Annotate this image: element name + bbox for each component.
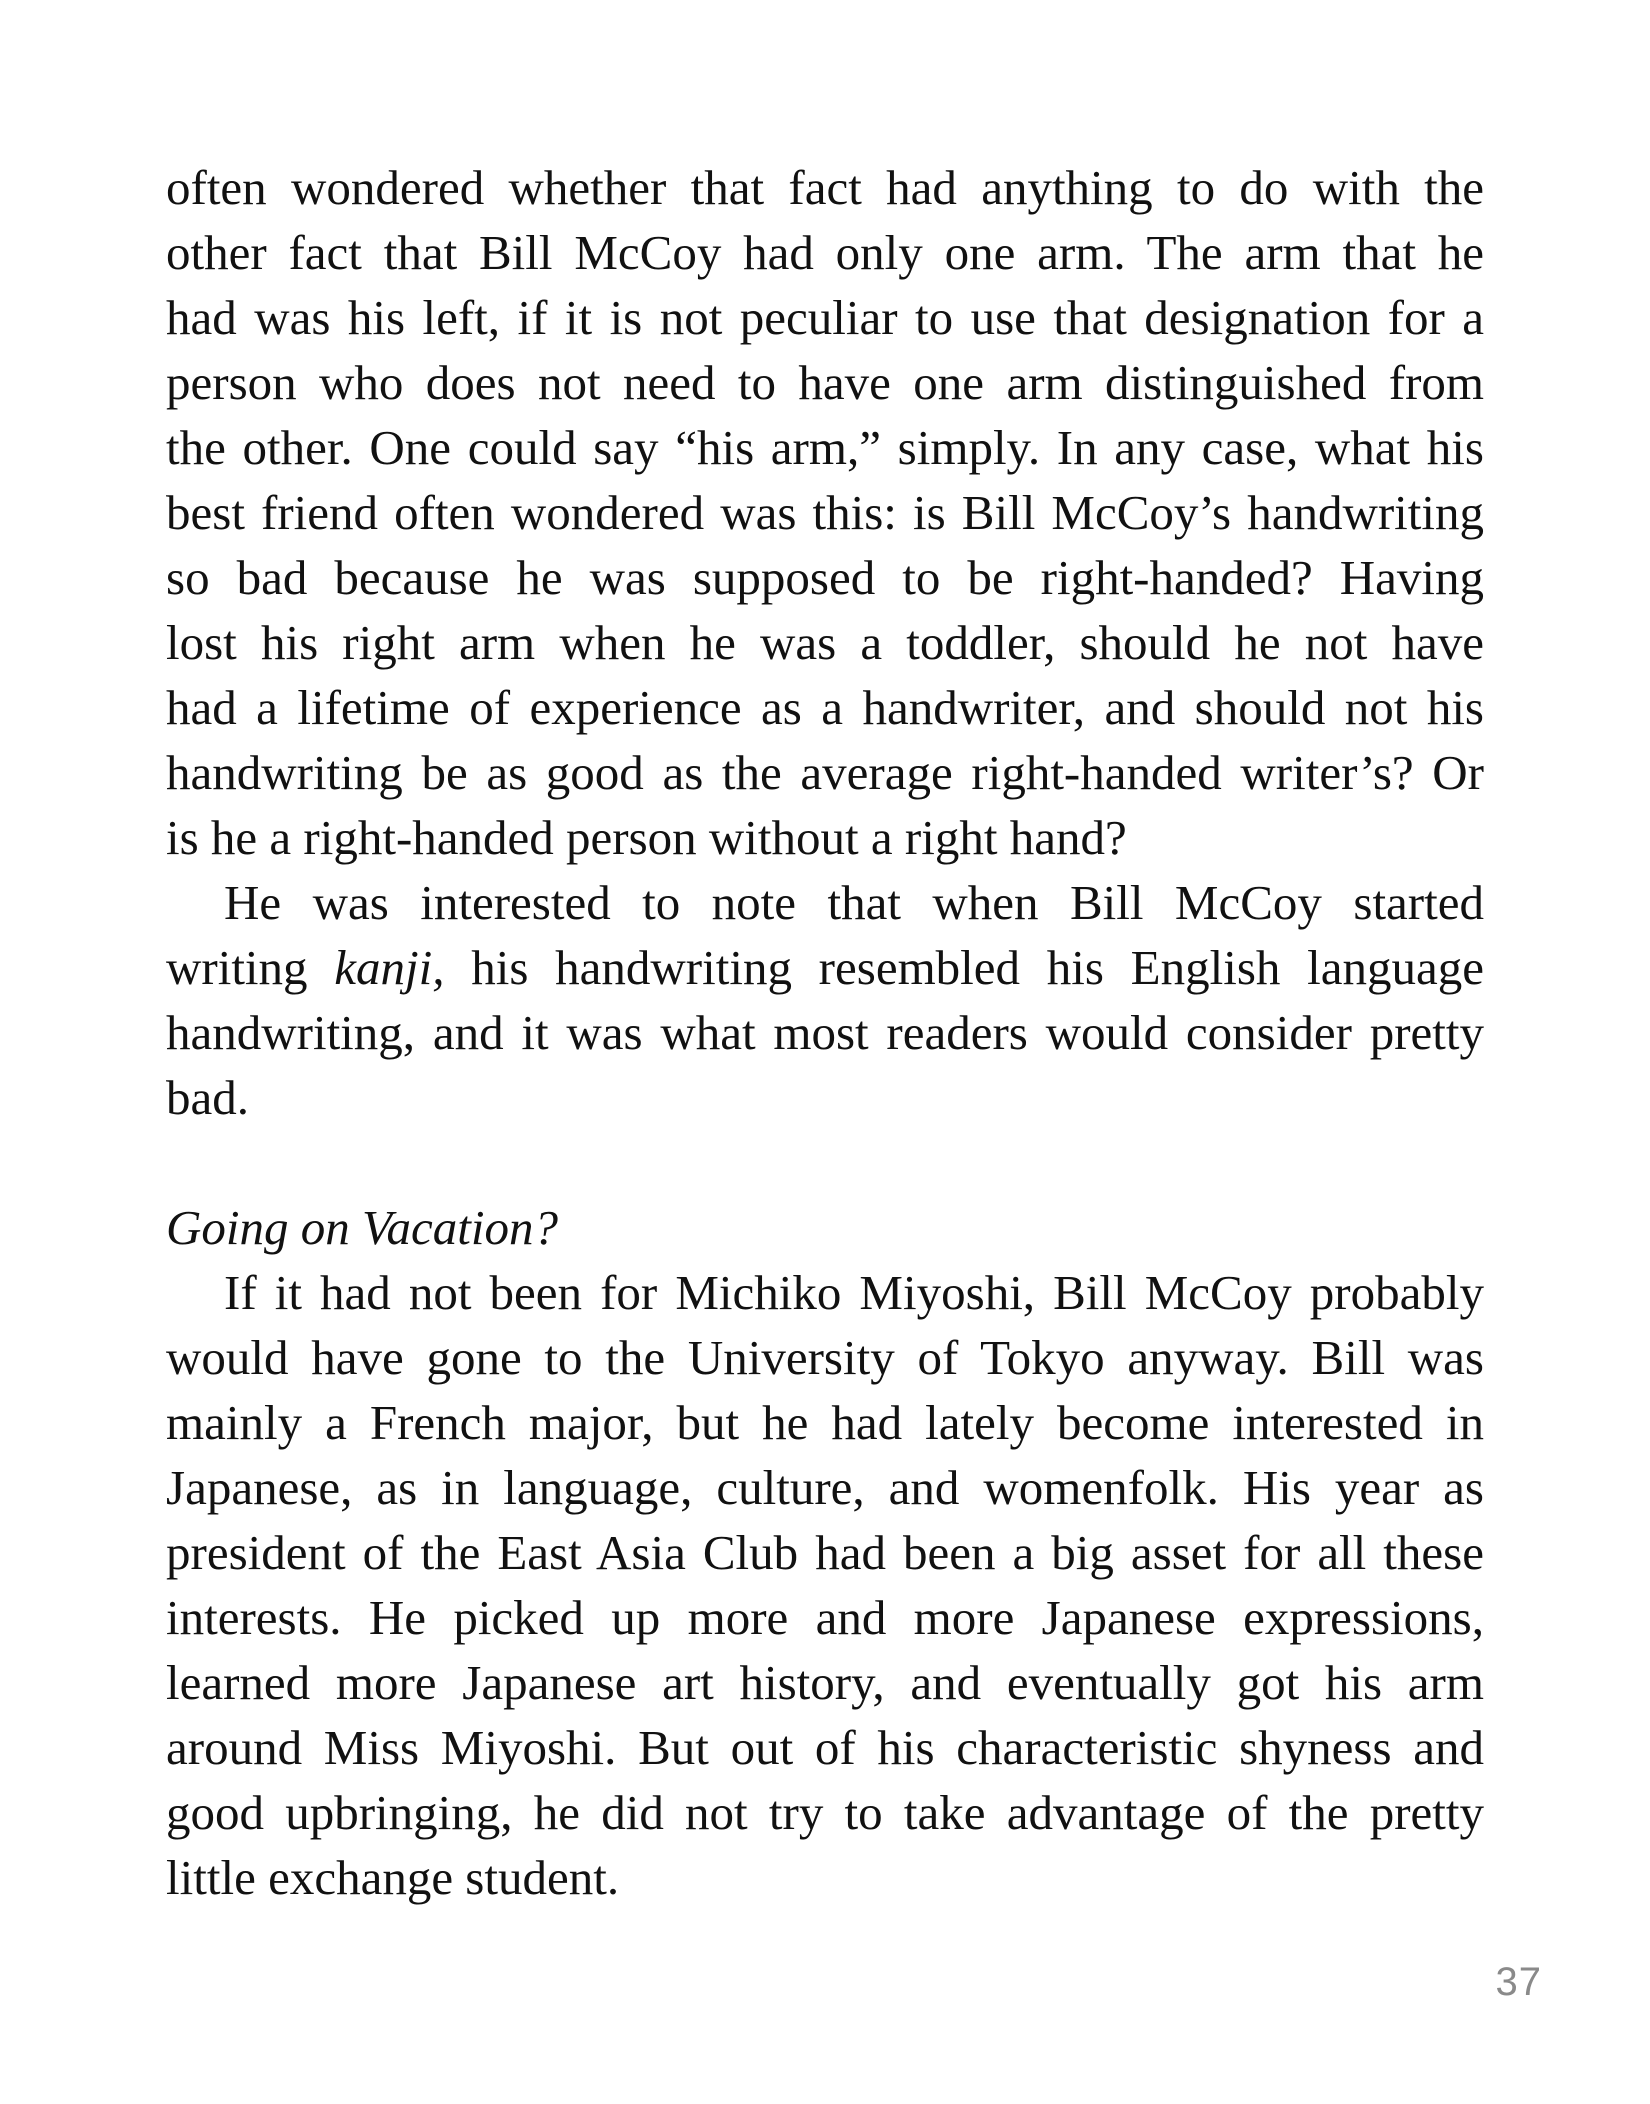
text-line [166,935,1484,1000]
text-block [166,155,1484,1910]
text-line: best friend often wondered was this: is Bill McCoy’s handwriting [166,485,1484,540]
text-line: handwriting, and it was what most readers would consider pretty [166,1005,1484,1060]
text-line: had was his left, if it is not peculiar to use that designation for a [166,290,1484,345]
text-run: writing [166,940,335,995]
blank-line [166,1130,1484,1195]
text-line: around Miss Miyoshi. But out of his characteristic shyness and [166,1720,1484,1775]
section-heading: Going on Vacation? [166,1200,558,1255]
text-line: Japanese, as in language, culture, and womenfolk. His year as [166,1460,1484,1515]
text-line: learned more Japanese art history, and eventually got his arm [166,1655,1484,1710]
text-line: lost his right arm when he was a toddler, should he not have [166,615,1484,670]
text-line: often wondered whether that fact had anything to do with the [166,160,1484,215]
text-run: his handwriting resembled his English language [444,940,1485,995]
text-line: other fact that Bill McCoy had only one arm. The arm that he [166,225,1484,280]
text-line: If it had not been for Michiko Miyoshi, Bill McCoy probably [224,1265,1484,1320]
text-line: would have gone to the University of Tokyo anyway. Bill was [166,1330,1484,1385]
italic-word: kanji, [334,940,445,995]
text-line: had a lifetime of experience as a handwriter, and should not his [166,680,1484,735]
text-line: is he a right-handed person without a right hand? [166,810,1127,865]
text-line: mainly a French major, but he had lately become interested in [166,1395,1484,1450]
text-line: the other. One could say “his arm,” simply. In any case, what his [166,420,1484,475]
text-line: good upbringing, he did not try to take advantage of the pretty [166,1785,1484,1840]
page-number: 37 [1495,1960,1542,2004]
text-line: handwriting be as good as the average right-handed writer’s? Or [166,745,1484,800]
text-line: interests. He picked up more and more Japanese expressions, [166,1590,1484,1645]
text-line: He was interested to note that when Bill McCoy started [224,875,1484,930]
text-line: so bad because he was supposed to be right-handed? Having [166,550,1484,605]
text-line: person who does not need to have one arm distinguished from [166,355,1484,410]
text-line: bad. [166,1070,249,1125]
text-line: president of the East Asia Club had been a big asset for all these [166,1525,1484,1580]
text-line: little exchange student. [166,1850,620,1905]
